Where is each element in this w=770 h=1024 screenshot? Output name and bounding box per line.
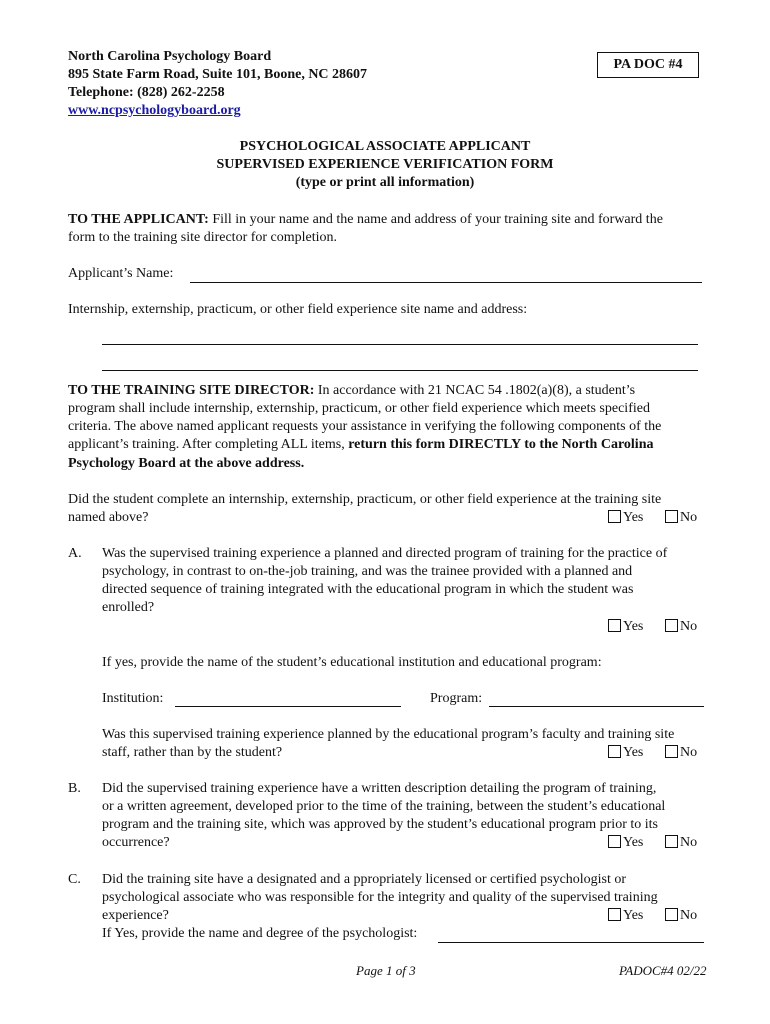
qb-line4: occurrence? [102, 835, 170, 850]
qa-letter: A. [68, 546, 82, 561]
psychologist-name-field[interactable] [438, 942, 704, 943]
director-line5: Psychology Board at the above address. [68, 456, 305, 471]
qc-no-option[interactable] [665, 908, 697, 924]
q0-line1: Did the student complete an internship, externship, practicum, or other field experience at the training site [68, 492, 662, 507]
qb-yes-label: Yes [623, 835, 644, 850]
qc-yes-label: Yes [623, 908, 644, 923]
qb-yes-option[interactable] [608, 835, 643, 851]
qb-no-checkbox[interactable] [665, 835, 678, 848]
qa-line4: enrolled? [102, 600, 155, 615]
q0-yes-label: Yes [623, 510, 644, 525]
qa-no-option[interactable] [665, 619, 697, 635]
qb-no-option[interactable] [665, 835, 697, 851]
qb-yes-checkbox[interactable] [608, 835, 621, 848]
qc-line3: experience? [102, 908, 169, 923]
doc-id-box: PA DOC #4 [597, 52, 699, 78]
qa-yes-checkbox[interactable] [608, 619, 621, 632]
qb-line3: program and the training site, which was approved by the student’s educational program prior to its [102, 817, 658, 832]
qb-no-label: No [680, 835, 698, 850]
q0-no-option[interactable] [665, 510, 697, 526]
director-line4-plain: applicant’s training. After completing ALL items, [68, 437, 349, 452]
qa-sub-yes-label: Yes [623, 745, 644, 760]
applicant-instructions-line1 [68, 212, 663, 228]
q0-no-checkbox[interactable] [665, 510, 678, 523]
qc-no-checkbox[interactable] [665, 908, 678, 921]
qa-followup: If yes, provide the name of the student’s educational institution and educational program: [102, 655, 602, 670]
director-line2: program shall include internship, externship, practicum, or other field experience which meets specified [68, 401, 650, 416]
qb-letter: B. [68, 781, 81, 796]
applicant-name-field[interactable] [190, 282, 702, 283]
board-address: 895 State Farm Road, Suite 101, Boone, NC 28607 [68, 67, 368, 82]
applicant-heading: TO THE APPLICANT: [68, 212, 209, 227]
board-name: North Carolina Psychology Board [68, 49, 272, 64]
q0-yes-option[interactable] [608, 510, 643, 526]
qc-yes-checkbox[interactable] [608, 908, 621, 921]
site-label: Internship, externship, practicum, or other field experience site name and address: [68, 302, 528, 317]
director-line4-bold: return this form DIRECTLY to the North Carolina [348, 437, 654, 452]
director-line1 [68, 383, 635, 399]
qc-no-label: No [680, 908, 698, 923]
qa-sub-line2: staff, rather than by the student? [102, 745, 283, 760]
qb-line2: or a written agreement, developed prior to the time of the training, between the student’s educational [102, 799, 666, 814]
site-address-field-2[interactable] [102, 370, 698, 371]
director-text1: In accordance with 21 NCAC 54 .1802(a)(8), a student’s [314, 383, 636, 398]
form-code: PADOC#4 02/22 [619, 963, 707, 978]
program-field[interactable] [489, 706, 704, 707]
applicant-instructions-line2: form to the training site director for completion. [68, 230, 338, 245]
q0-no-label: No [680, 510, 698, 525]
q0-line2: named above? [68, 510, 149, 525]
qa-sub-line1: Was this supervised training experience planned by the educational program’s faculty and training site [102, 727, 675, 742]
qa-line1: Was the supervised training experience a planned and directed program of training for the practice of [102, 546, 668, 561]
institution-label: Institution: [102, 691, 164, 706]
site-address-field-1[interactable] [102, 344, 698, 345]
form-title-line2: SUPERVISED EXPERIENCE VERIFICATION FORM [216, 157, 554, 172]
program-label: Program: [430, 691, 483, 706]
applicant-text1: Fill in your name and the name and address of your training site and forward the [208, 212, 663, 227]
applicant-name-label: Applicant’s Name: [68, 266, 174, 281]
qa-no-checkbox[interactable] [665, 619, 678, 632]
form-title-line3: (type or print all information) [295, 175, 475, 190]
qc-letter: C. [68, 872, 81, 887]
qa-sub-no-checkbox[interactable] [665, 745, 678, 758]
qa-no-label: No [680, 619, 698, 634]
director-line4 [68, 437, 653, 453]
qc-yes-option[interactable] [608, 908, 643, 924]
page-number: Page 1 of 3 [356, 963, 416, 978]
board-website-link[interactable]: www.ncpsychologyboard.org [68, 103, 241, 118]
qc-line2: psychological associate who was responsible for the integrity and quality of the supervised training [102, 890, 658, 905]
board-telephone: Telephone: (828) 262-2258 [68, 85, 225, 100]
qa-yes-label: Yes [623, 619, 644, 634]
director-line3: criteria. The above named applicant requests your assistance in verifying the following components of the [68, 419, 662, 434]
q0-yes-checkbox[interactable] [608, 510, 621, 523]
qa-sub-no-option[interactable] [665, 745, 697, 761]
qa-yes-option[interactable] [608, 619, 643, 635]
qa-sub-yes-checkbox[interactable] [608, 745, 621, 758]
qa-sub-yes-option[interactable] [608, 745, 643, 761]
qc-line4: If Yes, provide the name and degree of the psychologist: [102, 926, 418, 941]
qa-sub-no-label: No [680, 745, 698, 760]
qa-line2: psychology, in contrast to on-the-job training, and was the trainee provided with a planned and [102, 564, 633, 579]
director-heading: TO THE TRAINING SITE DIRECTOR: [68, 383, 315, 398]
form-title-line1: PSYCHOLOGICAL ASSOCIATE APPLICANT [239, 139, 531, 154]
qb-line1: Did the supervised training experience have a written description detailing the program of training, [102, 781, 657, 796]
qa-line3: directed sequence of training integrated with the educational program in which the student was [102, 582, 634, 597]
institution-field[interactable] [175, 706, 401, 707]
qc-line1: Did the training site have a designated and a ppropriately licensed or certified psychologist or [102, 872, 627, 887]
